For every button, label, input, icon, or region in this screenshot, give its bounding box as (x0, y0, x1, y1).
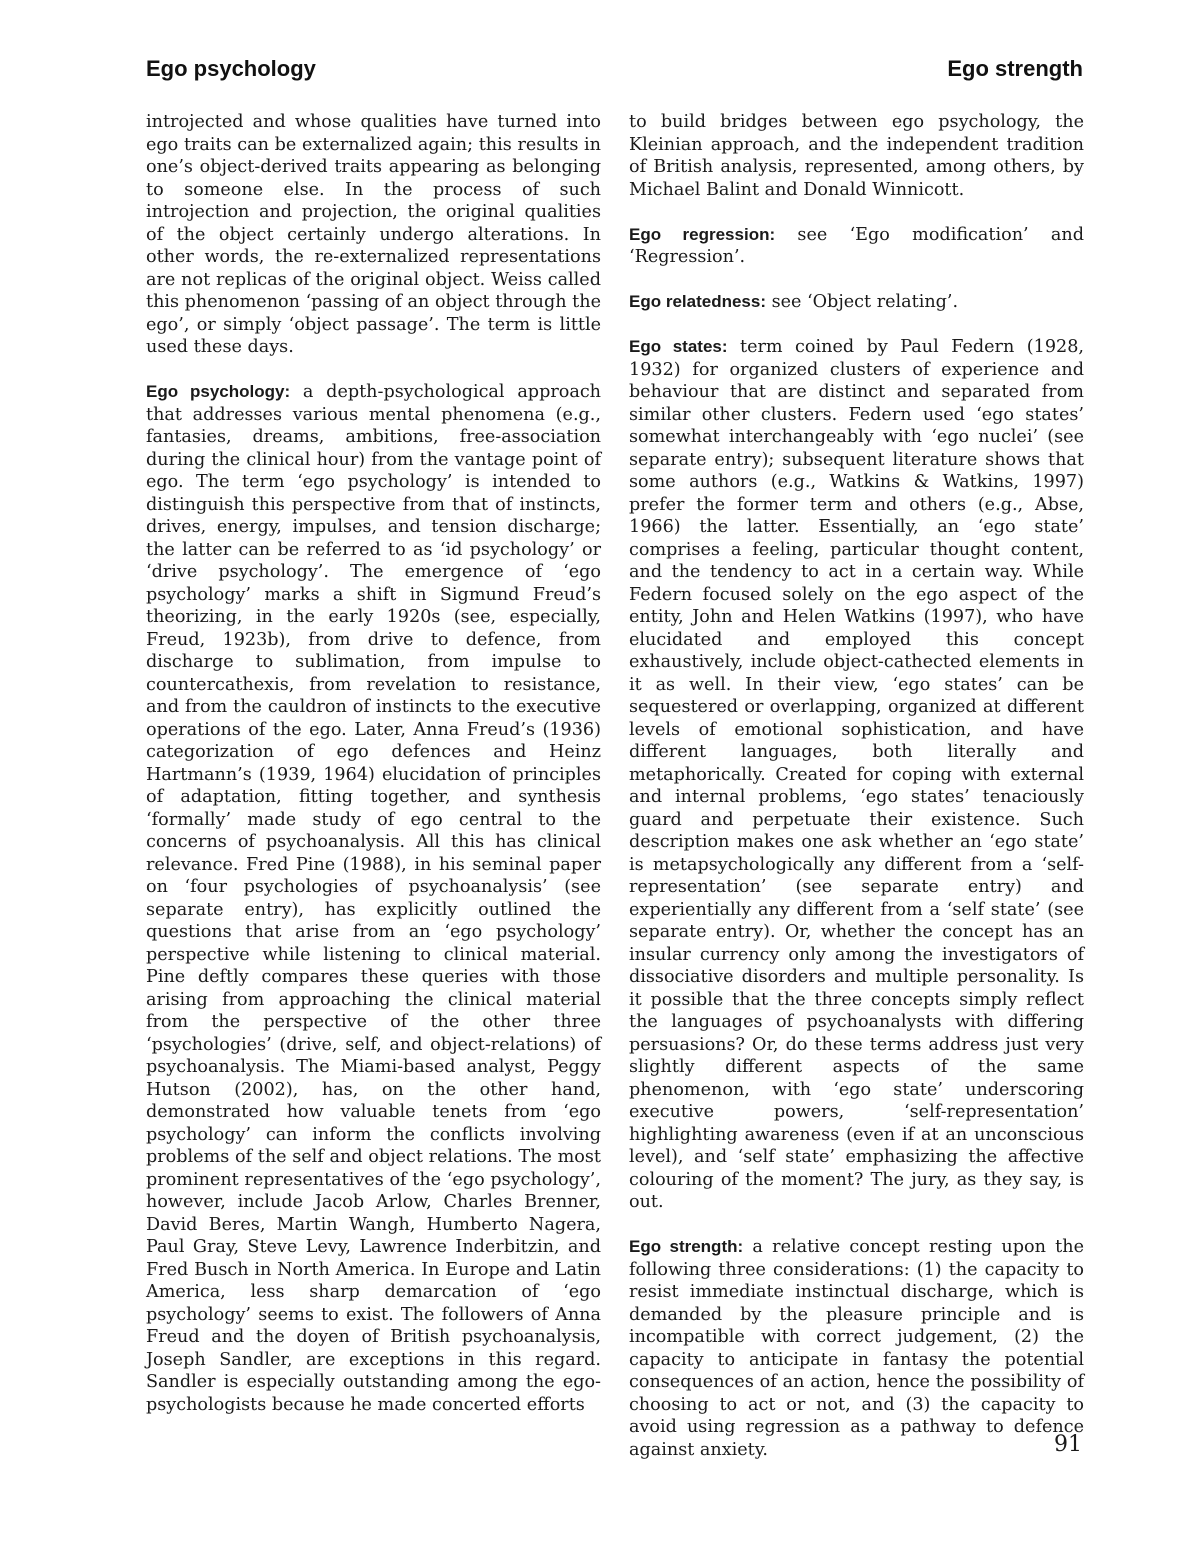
page-number: 91 (1054, 1432, 1082, 1457)
entry-ego-psychology (146, 381, 601, 1416)
running-header (146, 56, 1083, 82)
continuation-text: to build bridges between ego psychology, the Kleinian approach, and the independent tradition of British analysis, represented, among others, by Michael Balint and Donald Winnicott. (629, 112, 1084, 200)
entry-ego-strength (629, 1236, 1084, 1461)
header-left-title: Ego psychology (146, 56, 316, 81)
continuation-paragraph (146, 111, 601, 359)
entry-term: Ego states: (629, 337, 728, 356)
entry-term: Ego regression: (629, 224, 776, 244)
entry-ego-states (629, 336, 1084, 1214)
entry-term: Ego psychology: (146, 382, 291, 401)
continuation-text: introjected and whose qualities have turned into ego traits can be externalized again; this results in one’s object-derived traits appearing as belonging to someone else. In the process of such introjection and projection, the original qualities of the object certainly undergo alterations. In other words, the re-externalized representations are not replicas of the original object. Weiss called this phenomenon ‘passing of an object through the ego’, or simply ‘object passage’. The term is little used these days. (146, 112, 601, 357)
entry-text: term coined by Paul Federn (1928, 1932) for organized clusters of experience and behaviour that are distinct and separated from similar other clusters. Federn used ‘ego states’ somewhat interchangeably with ‘ego nuclei’ (see separate entry); subsequent literature shows that some authors (e.g., Watkins & Watkins, 1997) prefer the former term and others (e.g., Abse, 1966) the latter. Essentially, an ‘ego state’ comprises a feeling, particular thought content, and the tendency to act in a certain way. While Federn focused solely on the ego aspect of the entity, John and Helen Watkins (1997), who have elucidated and employed this concept exhaustively, include object-cathected elements in it as well. In their view, ‘ego states’ can be sequestered or overlapping, organized at different levels of emotional sophistication, and have different languages, both literally and metaphorically. Created for coping with external and internal problems, ‘ego states’ tenaciously guard and perpetuate their existence. Such description makes one ask whether an ‘ego state’ is metapsychologically any different from a ‘self-representation’ (see separate entry) and experientially any different from a ‘self state’ (see separate entry). Or, whether the concept has an insular currency only among the investigators of dissociative disorders and multiple personality. Is it possible that the three concepts simply reflect the languages of psychoanalysts with differing persuasions? Or, do these terms address just very slightly different aspects of the same phenomenon, with ‘ego state’ underscoring executive powers, ‘self-representation’ highlighting awareness (even if at an unconscious level), and ‘self state’ emphasizing the affective colouring of the moment? The jury, as they say, is out. (629, 337, 1085, 1212)
entry-term: Ego strength: (629, 1237, 744, 1256)
entry-text: a depth-psychological approach that addresses various mental phenomena (e.g., fantasies, dreams, ambitions, free-association during the clinical hour) from the vantage point of ego. The term ‘ego psychology’ is intended to distinguish this perspective from that of instincts, drives, energy, impulses, and tension discharge; the latter can be referred to as ‘id psychology’ or ‘drive psychology’. The emergence of ‘ego psychology’ marks a shift in Sigmund Freud’s theorizing, in the early 1920s (see, especially, Freud, 1923b), from drive to defence, from discharge to sublimation, from impulse to countercathexis, from revelation to resistance, and from the cauldron of instincts to the executive operations of the ego. Later, Anna Freud’s (1936) categorization of ego defences and Heinz Hartmann’s (1939, 1964) elucidation of principles of adaptation, fitting together, and synthesis ‘formally’ made study of ego central to the concerns of psychoanalysis. All this has clinical relevance. Fred Pine (1988), in his seminal paper on ‘four psychologies of psychoanalysis’ (see separate entry), has explicitly outlined the questions that arise from an ‘ego psychology’ perspective while listening to clinical material. Pine deftly compares these queries with those arising from approaching the clinical material from the perspective of the other three ‘psychologies’ (drive, self, and object-relations) of psychoanalysis. The Miami-based analyst, Peggy Hutson (2002), has, on the other hand, demonstrated how valuable tenets from ‘ego psychology’ can inform the conflicts involving problems of the self and object relations. The most prominent representatives of the ‘ego psychology’, however, include Jacob Arlow, Charles Brenner, David Beres, Martin Wangh, Humberto Nagera, Paul Gray, Steve Levy, Lawrence Inderbitzin, and Fred Busch in North America. In Europe and Latin America, less sharp demarcation of ‘ego psychology’ seems to exist. The followers of Anna Freud and the doyen of British psychoanalysis, Joseph Sandler, are exceptions in this regard. Sandler is especially outstanding among the ego-psychologists because he made concerted efforts (146, 382, 602, 1415)
entry-text: see ‘Object relating’. (771, 292, 959, 312)
header-right-title: Ego strength (947, 56, 1083, 81)
entry-text: see ‘Ego modification’ and ‘Regression’. (629, 224, 1084, 267)
left-column (146, 111, 601, 1416)
entry-ego-regression (629, 224, 1084, 269)
right-column (629, 111, 1084, 1461)
entry-text: a relative concept resting upon the following three considerations: (1) the capacity to resist immediate instinctual discharge, which is demanded by the pleasure principle and is incompatible with correct judgement, (2) the capacity to anticipate in fantasy the potential consequences of an action, hence the possibility of choosing to act or not, and (3) the capacity to avoid using regression as a pathway to defence against anxiety. (629, 1237, 1084, 1460)
entry-term: Ego relatedness: (629, 292, 766, 311)
entry-ego-relatedness (629, 291, 1084, 314)
continuation-paragraph (629, 111, 1084, 201)
